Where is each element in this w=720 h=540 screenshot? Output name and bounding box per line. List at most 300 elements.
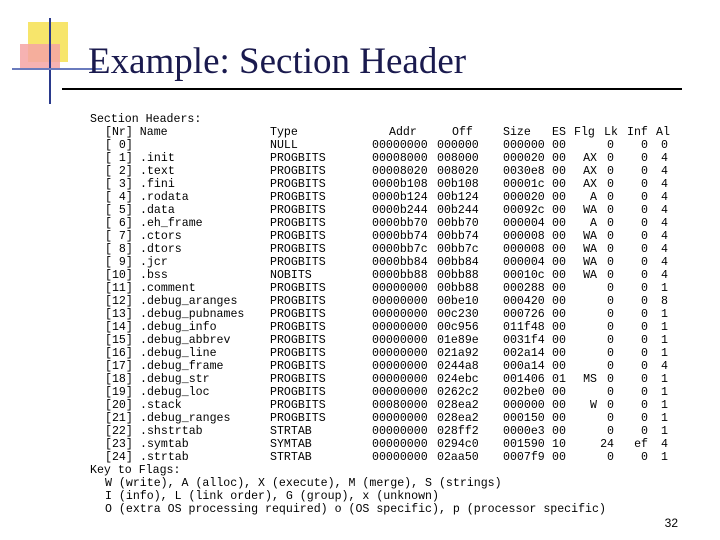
table-cell: 0 [607,178,614,191]
table-cell: 000000 [503,139,545,152]
table-cell: A [590,191,597,204]
table-cell: 000008 [503,243,545,256]
table-cell: 00008000 [372,152,428,165]
table-cell: 00000000 [372,334,428,347]
table-cell: 0 [641,334,648,347]
table-cell: 0000b124 [372,191,428,204]
column-header: Al [656,126,670,139]
table-cell: 0 [607,282,614,295]
table-row [0,386,720,399]
table-cell: 4 [661,165,668,178]
table-cell: 00 [552,139,566,152]
table-cell: 00 [552,230,566,243]
table-cell: 0000e3 [503,425,545,438]
table-cell: .ctors [140,230,182,243]
table-cell: [ 0] [105,139,133,152]
table-cell: W [590,399,597,412]
table-cell: .debug_ranges [140,412,231,425]
table-cell: 011f48 [503,321,545,334]
table-cell: [15] [105,334,133,347]
table-cell: [20] [105,399,133,412]
table-cell: 00be10 [437,295,479,308]
table-cell: 0031f4 [503,334,545,347]
table-cell: 00 [552,360,566,373]
table-cell: [13] [105,308,133,321]
table-cell: .fini [140,178,175,191]
table-cell: PROGBITS [270,217,326,230]
table-cell: 000020 [503,191,545,204]
table-cell: 0 [607,308,614,321]
table-cell: 00001c [503,178,545,191]
table-cell: 00 [552,243,566,256]
table-cell: WA [583,243,597,256]
column-header: Inf [627,126,648,139]
table-cell: 1 [661,282,668,295]
table-row [0,347,720,360]
table-cell: [ 4] [105,191,133,204]
table-cell: .stack [140,399,182,412]
table-row [0,425,720,438]
column-header: Size [503,126,531,139]
table-cell: 021a92 [437,347,479,360]
table-cell: 0 [607,139,614,152]
table-cell: SYMTAB [270,438,312,451]
table-cell: 0 [607,321,614,334]
table-cell: 00c956 [437,321,479,334]
table-cell: 4 [661,191,668,204]
table-cell: 000004 [503,217,545,230]
table-row [0,165,720,178]
table-cell: .debug_aranges [140,295,238,308]
table-cell: 00b244 [437,204,479,217]
table-cell: PROGBITS [270,373,326,386]
table-cell: 1 [661,412,668,425]
table-row [0,152,720,165]
table-cell: 00000000 [372,295,428,308]
table-cell: 0 [607,295,614,308]
table-cell: .debug_line [140,347,217,360]
table-cell: NOBITS [270,269,312,282]
table-cell: .debug_frame [140,360,224,373]
table-cell: 0 [641,451,648,464]
column-header: Off [452,126,473,139]
table-cell: 0 [641,217,648,230]
table-cell: 024ebc [437,373,479,386]
table-cell: 10 [552,438,566,451]
table-cell: 008000 [437,152,479,165]
table-cell: 00080000 [372,399,428,412]
table-cell: 0294c0 [437,438,479,451]
table-cell: 00008020 [372,165,428,178]
table-cell: .data [140,204,175,217]
table-cell: 1 [661,425,668,438]
table-cell: 0 [607,217,614,230]
table-cell: 00 [552,165,566,178]
table-cell: 00bb70 [437,217,479,230]
table-row [0,230,720,243]
table-cell: 0 [641,139,648,152]
table-cell: PROGBITS [270,308,326,321]
table-cell: 00bb7c [437,243,479,256]
table-cell: 00c230 [437,308,479,321]
column-header: Addr [389,126,417,139]
table-cell: 0 [641,295,648,308]
table-cell: 0 [607,269,614,282]
table-cell: 4 [661,243,668,256]
table-cell: 0 [607,373,614,386]
table-cell: WA [583,230,597,243]
table-header [0,126,720,139]
table-cell: [24] [105,451,133,464]
table-cell: .debug_pubnames [140,308,245,321]
table-cell: 00 [552,399,566,412]
table-cell: 1 [661,308,668,321]
page-number: 32 [664,516,678,530]
table-cell: 0 [641,152,648,165]
table-cell: 00 [552,308,566,321]
table-cell: 001590 [503,438,545,451]
table-cell: 0 [641,321,648,334]
table-cell: 00bb84 [437,256,479,269]
table-cell: 0000bb7c [372,243,428,256]
table-cell: 0 [607,191,614,204]
table-cell: 4 [661,438,668,451]
table-row [0,269,720,282]
table-cell: 00000000 [372,139,428,152]
table-cell: 000008 [503,230,545,243]
table-cell: 0 [607,451,614,464]
table-cell: 00 [552,269,566,282]
table-cell: 0000b244 [372,204,428,217]
table-cell: 00bb74 [437,230,479,243]
table-cell: PROGBITS [270,399,326,412]
table-cell: 4 [661,217,668,230]
table-cell: 0 [641,308,648,321]
table-cell: 0 [607,386,614,399]
table-cell: [16] [105,347,133,360]
table-row [0,256,720,269]
table-cell: 001406 [503,373,545,386]
table-cell: STRTAB [270,425,312,438]
table-cell: .debug_str [140,373,210,386]
table-cell: [10] [105,269,133,282]
table-row [0,243,720,256]
table-cell: 00000000 [372,282,428,295]
table-cell: 00 [552,412,566,425]
table-cell: 0030e8 [503,165,545,178]
table-cell: 0 [641,256,648,269]
table-cell: 00 [552,386,566,399]
table-row [0,282,720,295]
table-cell: NULL [270,139,298,152]
table-cell: .shstrtab [140,425,203,438]
table-cell: 00 [552,191,566,204]
table-cell: 00000000 [372,360,428,373]
table-cell: 000000 [503,399,545,412]
table-cell: 0 [607,165,614,178]
table-cell: 4 [661,204,668,217]
table-cell: 1 [661,451,668,464]
table-cell: [23] [105,438,133,451]
table-cell: .jcr [140,256,168,269]
table-cell: 00 [552,451,566,464]
table-cell: 0 [607,412,614,425]
table-row [0,334,720,347]
table-cell: 0 [641,178,648,191]
table-cell: 1 [661,321,668,334]
table-cell: .strtab [140,451,189,464]
table-cell: [ 7] [105,230,133,243]
table-row [0,308,720,321]
table-cell: 1 [661,399,668,412]
table-row [0,295,720,308]
table-cell: 00000000 [372,373,428,386]
table-cell: PROGBITS [270,347,326,360]
table-cell: 0007f9 [503,451,545,464]
table-cell: [ 2] [105,165,133,178]
table-cell: 0 [641,347,648,360]
table-cell: 1 [661,347,668,360]
table-cell: 002a14 [503,347,545,360]
table-cell: PROGBITS [270,334,326,347]
table-cell: 00bb88 [437,269,479,282]
table-cell: 00b108 [437,178,479,191]
table-cell: PROGBITS [270,178,326,191]
table-cell: 4 [661,269,668,282]
table-cell: .comment [140,282,196,295]
table-cell: [22] [105,425,133,438]
table-cell: 000004 [503,256,545,269]
table-cell: 0 [641,191,648,204]
table-cell: 00010c [503,269,545,282]
table-cell: MS [583,373,597,386]
table-cell: 0 [607,256,614,269]
table-cell: 4 [661,152,668,165]
table-cell: 4 [661,360,668,373]
table-cell: AX [583,178,597,191]
decor-vertical-line [49,18,51,104]
table-cell: 0 [641,269,648,282]
table-row [0,412,720,425]
table-cell: PROGBITS [270,256,326,269]
table-cell: .text [140,165,175,178]
table-cell: 00 [552,204,566,217]
table-cell: [14] [105,321,133,334]
table-cell: 000420 [503,295,545,308]
table-row [0,360,720,373]
table-cell: 0 [641,243,648,256]
table-cell: 0 [641,386,648,399]
table-cell: 00 [552,152,566,165]
table-cell: .debug_info [140,321,217,334]
table-cell: 0 [607,230,614,243]
table-cell: 0244a8 [437,360,479,373]
table-cell: 0000bb84 [372,256,428,269]
table-cell: 1 [661,386,668,399]
table-cell: 00 [552,425,566,438]
table-cell: 028ea2 [437,399,479,412]
table-cell: [ 3] [105,178,133,191]
key-heading: Key to Flags: [90,464,181,477]
table-cell: 1 [661,373,668,386]
table-cell: PROGBITS [270,230,326,243]
table-cell: 0 [607,152,614,165]
table-cell: 0 [607,425,614,438]
table-cell: 000726 [503,308,545,321]
table-cell: 0 [607,204,614,217]
table-cell: PROGBITS [270,243,326,256]
table-cell: [ 6] [105,217,133,230]
table-row [0,139,720,152]
table-cell: [ 8] [105,243,133,256]
table-cell: 00b124 [437,191,479,204]
table-cell: .rodata [140,191,189,204]
table-cell: [12] [105,295,133,308]
table-cell: 028ea2 [437,412,479,425]
table-cell: 000020 [503,152,545,165]
table-cell: 0 [641,165,648,178]
table-cell: 00 [552,217,566,230]
table-cell: 01 [552,373,566,386]
table-cell: 0 [641,282,648,295]
table-cell: 000a14 [503,360,545,373]
table-cell: 0 [607,243,614,256]
table-cell: AX [583,165,597,178]
table-row [0,438,720,451]
column-header: Type [270,126,298,139]
table-cell: 028ff2 [437,425,479,438]
table-cell: 0 [641,425,648,438]
column-header: Flg [574,126,595,139]
column-header: [Nr] Name [105,126,168,139]
table-cell: WA [583,256,597,269]
table-cell: .debug_loc [140,386,210,399]
slide-title: Example: Section Header [88,41,467,82]
table-cell: 24 [600,438,614,451]
table-row [0,399,720,412]
table-cell: 0 [641,399,648,412]
table-cell: PROGBITS [270,165,326,178]
table-cell: [ 5] [105,204,133,217]
table-cell: 1 [661,334,668,347]
table-cell: 0 [607,334,614,347]
table-row [0,204,720,217]
table-cell: 0000bb70 [372,217,428,230]
table-cell: ef [634,438,648,451]
table-cell: PROGBITS [270,412,326,425]
table-row [0,373,720,386]
table-cell: 00000000 [372,451,428,464]
table-cell: PROGBITS [270,191,326,204]
table-cell: 0000bb88 [372,269,428,282]
table-cell: .bss [140,269,168,282]
table-cell: [21] [105,412,133,425]
decor-square-pink [20,44,60,70]
table-cell: 00000000 [372,412,428,425]
table-cell: 00 [552,347,566,360]
table-cell: 4 [661,178,668,191]
table-cell: 0 [641,204,648,217]
table-cell: 00 [552,178,566,191]
key-line: O (extra OS processing required) o (OS specific), p (processor specific) [105,503,606,516]
table-cell: PROGBITS [270,360,326,373]
table-row [0,191,720,204]
table-cell: 00000000 [372,321,428,334]
table-cell: 0 [641,230,648,243]
table-cell: 00 [552,282,566,295]
table-cell: PROGBITS [270,282,326,295]
table-cell: 0 [641,412,648,425]
table-cell: 008020 [437,165,479,178]
table-cell: [11] [105,282,133,295]
table-cell: 8 [661,295,668,308]
table-cell: AX [583,152,597,165]
table-cell: .debug_abbrev [140,334,231,347]
table-cell: 01e89e [437,334,479,347]
table-cell: [17] [105,360,133,373]
title-underline [62,88,682,90]
table-cell: .eh_frame [140,217,203,230]
table-cell: PROGBITS [270,386,326,399]
table-cell: .init [140,152,175,165]
table-cell: 0 [607,399,614,412]
table-cell: .dtors [140,243,182,256]
table-cell: 0000b108 [372,178,428,191]
table-cell: 4 [661,230,668,243]
table-cell: 00 [552,295,566,308]
table-cell: 00 [552,334,566,347]
table-cell: 00000000 [372,386,428,399]
table-row [0,217,720,230]
table-cell: 0 [661,139,668,152]
table-cell: 00 [552,256,566,269]
table-cell: 0262c2 [437,386,479,399]
key-line: I (info), L (link order), G (group), x (unknown) [105,490,439,503]
table-cell: 4 [661,256,668,269]
table-cell: PROGBITS [270,152,326,165]
table-cell: WA [583,269,597,282]
key-line: W (write), A (alloc), X (execute), M (merge), S (strings) [105,477,502,490]
table-cell: PROGBITS [270,204,326,217]
table-cell: [18] [105,373,133,386]
table-cell: 000000 [437,139,479,152]
table-cell: [ 1] [105,152,133,165]
table-cell: 00000000 [372,308,428,321]
column-header: ES [552,126,566,139]
table-cell: 000288 [503,282,545,295]
table-cell: 00 [552,321,566,334]
table-cell: STRTAB [270,451,312,464]
column-header: Lk [604,126,618,139]
table-row [0,178,720,191]
table-cell: 02aa50 [437,451,479,464]
table-cell: 00000000 [372,438,428,451]
table-cell: PROGBITS [270,295,326,308]
listing-heading: Section Headers: [90,113,202,126]
table-cell: A [590,217,597,230]
table-cell: 0 [607,347,614,360]
table-cell: 0 [607,360,614,373]
table-row [0,321,720,334]
table-cell: 0 [641,373,648,386]
table-cell: .symtab [140,438,189,451]
table-row [0,451,720,464]
table-cell: 0 [641,360,648,373]
table-cell: WA [583,204,597,217]
table-cell: [ 9] [105,256,133,269]
table-cell: 00bb88 [437,282,479,295]
table-cell: 00000000 [372,425,428,438]
